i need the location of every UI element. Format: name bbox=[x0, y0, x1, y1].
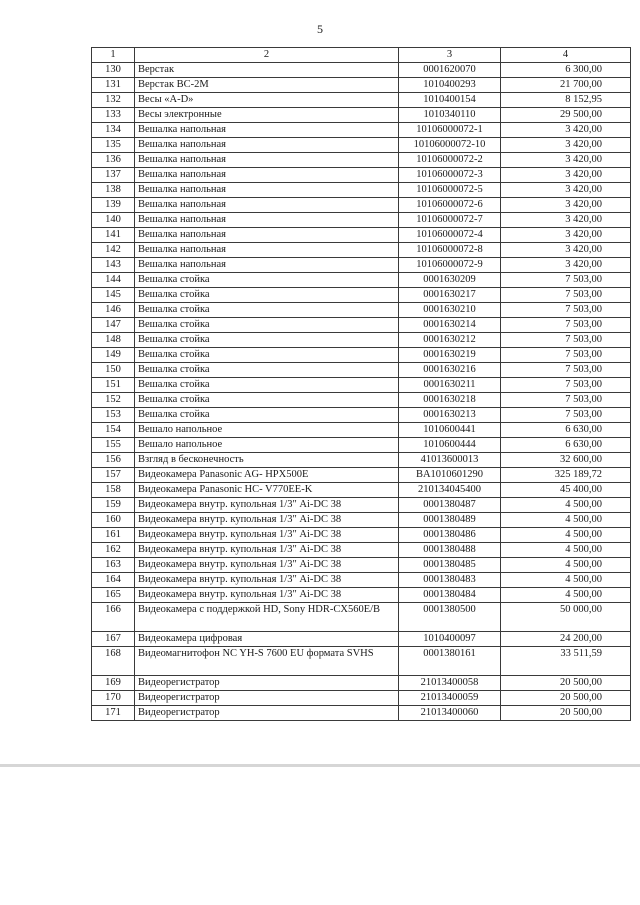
item-name-cell: Вешалка напольная bbox=[135, 183, 399, 198]
item-name-cell: Вешалка стойка bbox=[135, 408, 399, 423]
inventory-code-cell: 0001380486 bbox=[399, 528, 501, 543]
item-name-cell: Взгляд в бесконечность bbox=[135, 453, 399, 468]
row-number-cell: 139 bbox=[92, 198, 135, 213]
column-header-4: 4 bbox=[501, 48, 631, 63]
inventory-code-cell: 10106000072-6 bbox=[399, 198, 501, 213]
inventory-code-cell: 21013400059 bbox=[399, 691, 501, 706]
inventory-code-cell: 0001380161 bbox=[399, 647, 501, 676]
item-name-cell: Видеокамера внутр. купольная 1/3" Ai-DC 38 bbox=[135, 498, 399, 513]
row-number-cell: 162 bbox=[92, 543, 135, 558]
inventory-code-cell: BA1010601290 bbox=[399, 468, 501, 483]
inventory-code-cell: 10106000072-2 bbox=[399, 153, 501, 168]
item-name-cell: Вешалка стойка bbox=[135, 378, 399, 393]
column-header-2: 2 bbox=[135, 48, 399, 63]
item-name-cell: Вешалка напольная bbox=[135, 258, 399, 273]
table-row bbox=[92, 558, 631, 573]
table-row bbox=[92, 198, 631, 213]
page-number: 5 bbox=[317, 22, 323, 36]
item-name-cell: Видеокамера внутр. купольная 1/3" Ai-DC 38 bbox=[135, 588, 399, 603]
item-name-cell: Видеокамера внутр. купольная 1/3" Ai-DC 38 bbox=[135, 558, 399, 573]
inventory-code-cell: 10106000072-1 bbox=[399, 123, 501, 138]
amount-cell: 7 503,00 bbox=[501, 393, 631, 408]
table-row bbox=[92, 408, 631, 423]
inventory-code-cell: 0001630214 bbox=[399, 318, 501, 333]
amount-cell: 3 420,00 bbox=[501, 153, 631, 168]
inventory-code-cell: 10106000072-5 bbox=[399, 183, 501, 198]
row-number-cell: 168 bbox=[92, 647, 135, 676]
row-number-cell: 163 bbox=[92, 558, 135, 573]
table-row bbox=[92, 78, 631, 93]
item-name-cell: Видеокамера Panasonic AG- HPX500E bbox=[135, 468, 399, 483]
amount-cell: 7 503,00 bbox=[501, 333, 631, 348]
amount-cell: 6 630,00 bbox=[501, 438, 631, 453]
row-number-cell: 144 bbox=[92, 273, 135, 288]
table-row bbox=[92, 632, 631, 647]
table-row bbox=[92, 168, 631, 183]
amount-cell: 7 503,00 bbox=[501, 303, 631, 318]
amount-cell: 4 500,00 bbox=[501, 558, 631, 573]
inventory-code-cell: 1010600444 bbox=[399, 438, 501, 453]
row-number-cell: 131 bbox=[92, 78, 135, 93]
inventory-code-cell: 10106000072-3 bbox=[399, 168, 501, 183]
inventory-table bbox=[91, 47, 631, 721]
amount-cell: 50 000,00 bbox=[501, 603, 631, 632]
table-row bbox=[92, 468, 631, 483]
item-name-cell: Вешало напольное bbox=[135, 423, 399, 438]
item-name-cell: Верстак ВС-2М bbox=[135, 78, 399, 93]
table-row bbox=[92, 318, 631, 333]
row-number-cell: 147 bbox=[92, 318, 135, 333]
table-row bbox=[92, 93, 631, 108]
item-name-cell: Вешалка стойка bbox=[135, 303, 399, 318]
amount-cell: 4 500,00 bbox=[501, 498, 631, 513]
row-number-cell: 143 bbox=[92, 258, 135, 273]
row-number-cell: 136 bbox=[92, 153, 135, 168]
item-name-cell: Видеорегистратор bbox=[135, 706, 399, 721]
table-row bbox=[92, 108, 631, 123]
item-name-cell: Вешалка напольная bbox=[135, 123, 399, 138]
item-name-cell: Вешалка напольная bbox=[135, 228, 399, 243]
inventory-code-cell: 1010340110 bbox=[399, 108, 501, 123]
row-number-cell: 132 bbox=[92, 93, 135, 108]
row-number-cell: 153 bbox=[92, 408, 135, 423]
row-number-cell: 157 bbox=[92, 468, 135, 483]
item-name-cell: Вешалка стойка bbox=[135, 393, 399, 408]
amount-cell: 3 420,00 bbox=[501, 183, 631, 198]
table-row bbox=[92, 603, 631, 632]
table-row bbox=[92, 573, 631, 588]
table-row bbox=[92, 333, 631, 348]
amount-cell: 3 420,00 bbox=[501, 138, 631, 153]
table-row bbox=[92, 63, 631, 78]
amount-cell: 45 400,00 bbox=[501, 483, 631, 498]
amount-cell: 7 503,00 bbox=[501, 288, 631, 303]
amount-cell: 21 700,00 bbox=[501, 78, 631, 93]
inventory-code-cell: 0001630212 bbox=[399, 333, 501, 348]
amount-cell: 7 503,00 bbox=[501, 318, 631, 333]
table-row bbox=[92, 258, 631, 273]
amount-cell: 20 500,00 bbox=[501, 676, 631, 691]
inventory-code-cell: 10106000072-7 bbox=[399, 213, 501, 228]
table-row bbox=[92, 647, 631, 676]
amount-cell: 7 503,00 bbox=[501, 273, 631, 288]
table-row bbox=[92, 228, 631, 243]
table-body bbox=[92, 63, 631, 721]
table-row bbox=[92, 303, 631, 318]
item-name-cell: Весы электронные bbox=[135, 108, 399, 123]
row-number-cell: 171 bbox=[92, 706, 135, 721]
table-row bbox=[92, 543, 631, 558]
table-row bbox=[92, 483, 631, 498]
row-number-cell: 165 bbox=[92, 588, 135, 603]
row-number-cell: 164 bbox=[92, 573, 135, 588]
table-row bbox=[92, 706, 631, 721]
row-number-cell: 158 bbox=[92, 483, 135, 498]
row-number-cell: 137 bbox=[92, 168, 135, 183]
inventory-code-cell: 0001630211 bbox=[399, 378, 501, 393]
table-row bbox=[92, 123, 631, 138]
row-number-cell: 151 bbox=[92, 378, 135, 393]
inventory-code-cell: 41013600013 bbox=[399, 453, 501, 468]
row-number-cell: 130 bbox=[92, 63, 135, 78]
inventory-code-cell: 0001630216 bbox=[399, 363, 501, 378]
item-name-cell: Видеокамера внутр. купольная 1/3" Ai-DC 38 bbox=[135, 543, 399, 558]
item-name-cell: Вешалка напольная bbox=[135, 198, 399, 213]
item-name-cell: Видеокамера с поддержкой HD, Sony HDR-CX560E/B bbox=[135, 603, 399, 632]
amount-cell: 7 503,00 bbox=[501, 348, 631, 363]
row-number-cell: 167 bbox=[92, 632, 135, 647]
amount-cell: 33 511,59 bbox=[501, 647, 631, 676]
amount-cell: 7 503,00 bbox=[501, 408, 631, 423]
inventory-code-cell: 0001630217 bbox=[399, 288, 501, 303]
table-row bbox=[92, 348, 631, 363]
column-header-1: 1 bbox=[92, 48, 135, 63]
row-number-cell: 135 bbox=[92, 138, 135, 153]
item-name-cell: Видеокамера внутр. купольная 1/3" Ai-DC 38 bbox=[135, 573, 399, 588]
inventory-code-cell: 0001630219 bbox=[399, 348, 501, 363]
table-row bbox=[92, 363, 631, 378]
item-name-cell: Весы «A-D» bbox=[135, 93, 399, 108]
inventory-code-cell: 10106000072-4 bbox=[399, 228, 501, 243]
item-name-cell: Вешалка стойка bbox=[135, 318, 399, 333]
row-number-cell: 145 bbox=[92, 288, 135, 303]
row-number-cell: 141 bbox=[92, 228, 135, 243]
inventory-code-cell: 0001620070 bbox=[399, 63, 501, 78]
table-row bbox=[92, 213, 631, 228]
row-number-cell: 134 bbox=[92, 123, 135, 138]
amount-cell: 6 300,00 bbox=[501, 63, 631, 78]
table-row bbox=[92, 498, 631, 513]
table-row bbox=[92, 691, 631, 706]
table-row bbox=[92, 153, 631, 168]
row-number-cell: 169 bbox=[92, 676, 135, 691]
row-number-cell: 150 bbox=[92, 363, 135, 378]
amount-cell: 8 152,95 bbox=[501, 93, 631, 108]
table-row bbox=[92, 243, 631, 258]
row-number-cell: 166 bbox=[92, 603, 135, 632]
item-name-cell: Вешалка стойка bbox=[135, 348, 399, 363]
column-header-3: 3 bbox=[399, 48, 501, 63]
amount-cell: 325 189,72 bbox=[501, 468, 631, 483]
item-name-cell: Видеокамера внутр. купольная 1/3" Ai-DC 38 bbox=[135, 528, 399, 543]
row-number-cell: 170 bbox=[92, 691, 135, 706]
inventory-code-cell: 0001630210 bbox=[399, 303, 501, 318]
item-name-cell: Верстак bbox=[135, 63, 399, 78]
amount-cell: 4 500,00 bbox=[501, 588, 631, 603]
inventory-code-cell: 10106000072-10 bbox=[399, 138, 501, 153]
table-row bbox=[92, 513, 631, 528]
inventory-code-cell: 21013400060 bbox=[399, 706, 501, 721]
amount-cell: 29 500,00 bbox=[501, 108, 631, 123]
amount-cell: 7 503,00 bbox=[501, 378, 631, 393]
item-name-cell: Вешалка напольная bbox=[135, 213, 399, 228]
amount-cell: 3 420,00 bbox=[501, 123, 631, 138]
row-number-cell: 155 bbox=[92, 438, 135, 453]
row-number-cell: 152 bbox=[92, 393, 135, 408]
inventory-code-cell: 1010400097 bbox=[399, 632, 501, 647]
row-number-cell: 160 bbox=[92, 513, 135, 528]
item-name-cell: Видеорегистратор bbox=[135, 691, 399, 706]
row-number-cell: 138 bbox=[92, 183, 135, 198]
amount-cell: 3 420,00 bbox=[501, 258, 631, 273]
inventory-code-cell: 0001630209 bbox=[399, 273, 501, 288]
table-row bbox=[92, 288, 631, 303]
inventory-code-cell: 0001380489 bbox=[399, 513, 501, 528]
table-row bbox=[92, 588, 631, 603]
row-number-cell: 149 bbox=[92, 348, 135, 363]
item-name-cell: Вешалка напольная bbox=[135, 168, 399, 183]
table-row bbox=[92, 183, 631, 198]
row-number-cell: 161 bbox=[92, 528, 135, 543]
table-row bbox=[92, 273, 631, 288]
item-name-cell: Вешалка напольная bbox=[135, 138, 399, 153]
inventory-code-cell: 0001380500 bbox=[399, 603, 501, 632]
inventory-code-cell: 0001380485 bbox=[399, 558, 501, 573]
inventory-code-cell: 1010600441 bbox=[399, 423, 501, 438]
table-row bbox=[92, 138, 631, 153]
inventory-code-cell: 10106000072-8 bbox=[399, 243, 501, 258]
inventory-code-cell: 1010400293 bbox=[399, 78, 501, 93]
row-number-cell: 159 bbox=[92, 498, 135, 513]
amount-cell: 4 500,00 bbox=[501, 513, 631, 528]
table-row bbox=[92, 453, 631, 468]
amount-cell: 3 420,00 bbox=[501, 213, 631, 228]
amount-cell: 4 500,00 bbox=[501, 573, 631, 588]
inventory-code-cell: 0001380488 bbox=[399, 543, 501, 558]
item-name-cell: Вешалка стойка bbox=[135, 333, 399, 348]
item-name-cell: Видеорегистратор bbox=[135, 676, 399, 691]
row-number-cell: 140 bbox=[92, 213, 135, 228]
amount-cell: 4 500,00 bbox=[501, 543, 631, 558]
item-name-cell: Видеокамера цифровая bbox=[135, 632, 399, 647]
item-name-cell: Вешалка стойка bbox=[135, 363, 399, 378]
table-row bbox=[92, 378, 631, 393]
table-row bbox=[92, 423, 631, 438]
scan-edge-band bbox=[0, 764, 640, 767]
inventory-code-cell: 0001630213 bbox=[399, 408, 501, 423]
inventory-code-cell: 1010400154 bbox=[399, 93, 501, 108]
inventory-code-cell: 10106000072-9 bbox=[399, 258, 501, 273]
item-name-cell: Вешало напольное bbox=[135, 438, 399, 453]
amount-cell: 7 503,00 bbox=[501, 363, 631, 378]
table-header-row bbox=[92, 48, 631, 63]
item-name-cell: Видеокамера внутр. купольная 1/3" Ai-DC 38 bbox=[135, 513, 399, 528]
inventory-code-cell: 0001380487 bbox=[399, 498, 501, 513]
row-number-cell: 146 bbox=[92, 303, 135, 318]
amount-cell: 4 500,00 bbox=[501, 528, 631, 543]
amount-cell: 3 420,00 bbox=[501, 243, 631, 258]
item-name-cell: Вешалка напольная bbox=[135, 153, 399, 168]
item-name-cell: Вешалка стойка bbox=[135, 273, 399, 288]
amount-cell: 3 420,00 bbox=[501, 228, 631, 243]
amount-cell: 3 420,00 bbox=[501, 198, 631, 213]
row-number-cell: 133 bbox=[92, 108, 135, 123]
amount-cell: 32 600,00 bbox=[501, 453, 631, 468]
row-number-cell: 142 bbox=[92, 243, 135, 258]
inventory-code-cell: 21013400058 bbox=[399, 676, 501, 691]
table-row bbox=[92, 676, 631, 691]
item-name-cell: Видеомагнитофон NC YH-S 7600 EU формата SVHS bbox=[135, 647, 399, 676]
table-row bbox=[92, 393, 631, 408]
row-number-cell: 154 bbox=[92, 423, 135, 438]
inventory-code-cell: 0001630218 bbox=[399, 393, 501, 408]
inventory-code-cell: 210134045400 bbox=[399, 483, 501, 498]
inventory-code-cell: 0001380483 bbox=[399, 573, 501, 588]
item-name-cell: Вешалка стойка bbox=[135, 288, 399, 303]
amount-cell: 20 500,00 bbox=[501, 706, 631, 721]
row-number-cell: 148 bbox=[92, 333, 135, 348]
table-row bbox=[92, 528, 631, 543]
amount-cell: 20 500,00 bbox=[501, 691, 631, 706]
amount-cell: 24 200,00 bbox=[501, 632, 631, 647]
inventory-code-cell: 0001380484 bbox=[399, 588, 501, 603]
inventory-table-container bbox=[91, 47, 630, 721]
amount-cell: 3 420,00 bbox=[501, 168, 631, 183]
table-row bbox=[92, 438, 631, 453]
item-name-cell: Видеокамера Panasonic HC- V770EE-K bbox=[135, 483, 399, 498]
row-number-cell: 156 bbox=[92, 453, 135, 468]
item-name-cell: Вешалка напольная bbox=[135, 243, 399, 258]
amount-cell: 6 630,00 bbox=[501, 423, 631, 438]
